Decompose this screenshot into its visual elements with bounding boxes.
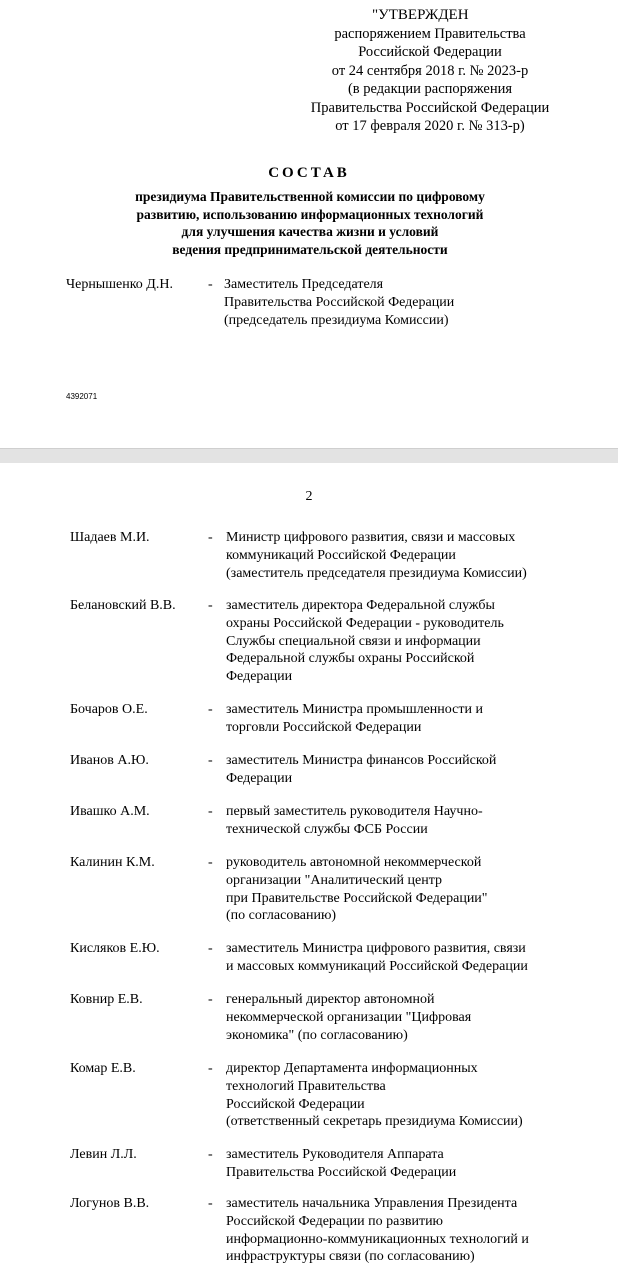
desc-line: (по согласованию) (226, 908, 337, 924)
member-description (226, 701, 483, 737)
approval-line: от 24 сентября 2018 г. № 2023-р (331, 62, 529, 79)
member-name: Комар Е.В. (70, 1061, 136, 1076)
document-page-2 (0, 463, 618, 1280)
desc-line: Федерации (226, 669, 293, 685)
member-description (226, 1195, 529, 1266)
member-dash: - (208, 753, 213, 768)
desc-line: при Правительстве Российской Федерации" (226, 890, 488, 906)
approval-line: распоряжением Правительства (334, 25, 526, 42)
member-dash: - (208, 1196, 213, 1211)
desc-line: некоммерческой организации "Цифровая (226, 1009, 472, 1025)
desc-line: первый заместитель руководителя Научно- (226, 804, 483, 819)
member-dash: - (208, 941, 213, 956)
member-name: Чернышенко Д.Н. (66, 277, 173, 292)
member-name: Иванов А.Ю. (70, 753, 149, 768)
member-name: Ковнир Е.В. (70, 992, 143, 1007)
member-name: Белановский В.В. (70, 598, 176, 613)
member-dash: - (208, 1147, 213, 1162)
member-name: Бочаров О.Е. (70, 702, 148, 717)
document-page-1 (0, 0, 618, 448)
desc-line: и массовых коммуникаций Российской Федерации (226, 958, 528, 974)
desc-line: Правительства Российской Федерации (224, 294, 455, 310)
desc-line: (ответственный секретарь президиума Комиссии) (226, 1114, 523, 1130)
member-description (226, 597, 504, 686)
member-name: Шадаев М.И. (70, 530, 150, 545)
document-title: СОСТАВ (268, 165, 350, 181)
approval-line: Правительства Российской Федерации (310, 99, 550, 116)
desc-line: Министр цифрового развития, связи и массовых (226, 530, 516, 545)
desc-line: информационно-коммуникационных технологий и (226, 1231, 529, 1247)
member-description (226, 991, 471, 1044)
approval-line: Российской Федерации (358, 44, 502, 60)
desc-line: генеральный директор автономной (226, 992, 435, 1007)
member-description (226, 803, 483, 839)
desc-line: технической службы ФСБ России (226, 821, 428, 837)
desc-line: (заместитель председателя президиума Комиссии) (226, 565, 527, 581)
member-dash: - (208, 277, 213, 292)
member-description (226, 940, 528, 976)
member-dash: - (208, 598, 213, 613)
desc-line: директор Департамента информационных (226, 1061, 478, 1076)
member-description (226, 1060, 523, 1131)
member-description (226, 529, 527, 582)
member-dash: - (208, 992, 213, 1007)
desc-line: Российской Федерации (226, 1096, 365, 1112)
member-name: Кисляков Е.Ю. (70, 941, 160, 956)
member-name: Левин Л.Л. (70, 1147, 137, 1162)
member-dash: - (208, 804, 213, 819)
desc-line: коммуникаций Российской Федерации (226, 547, 456, 563)
member-name: Логунов В.В. (70, 1196, 150, 1211)
subtitle-line: развитию, использованию информационных технологий (136, 206, 484, 222)
desc-line: (председатель президиума Комиссии) (224, 312, 449, 328)
desc-line: заместитель начальника Управления Президента (226, 1196, 518, 1211)
desc-line: технологий Правительства (226, 1078, 386, 1094)
desc-line: Российской Федерации по развитию (226, 1213, 444, 1229)
subtitle-line: ведения предпринимательской деятельности (172, 241, 448, 257)
document-subtitle (90, 188, 530, 258)
subtitle-line: президиума Правительственной комиссии по цифровому (135, 189, 485, 204)
member-description (226, 752, 496, 788)
member-dash: - (208, 855, 213, 870)
desc-line: заместитель Руководителя Аппарата (226, 1147, 444, 1162)
approval-line: "УТВЕРЖДЕН (372, 7, 469, 23)
member-dash: - (208, 702, 213, 717)
member-dash: - (208, 530, 213, 545)
approval-line: от 17 февраля 2020 г. № 313-р) (335, 118, 525, 134)
desc-line: торговли Российской Федерации (226, 719, 422, 735)
page-separator (0, 448, 618, 464)
desc-line: организации "Аналитический центр (226, 872, 442, 888)
desc-line: заместитель директора Федеральной службы (226, 598, 495, 613)
member-description (226, 1146, 456, 1182)
desc-line: Заместитель Председателя (224, 277, 384, 292)
page-number: 2 (305, 489, 313, 504)
member-name: Калинин К.М. (70, 855, 155, 870)
desc-line: Федерации (226, 770, 293, 786)
desc-line: экономика" (по согласованию) (226, 1027, 408, 1043)
subtitle-line: для улучшения качества жизни и условий (181, 224, 439, 239)
desc-line: Правительства Российской Федерации (226, 1164, 457, 1180)
member-description (226, 854, 488, 925)
desc-line: Службы специальной связи и информации (226, 633, 481, 649)
member-dash: - (208, 1061, 213, 1076)
approval-line: (в редакции распоряжения (347, 81, 513, 97)
document-code: 4392071 (66, 392, 98, 401)
desc-line: заместитель Министра промышленности и (226, 702, 483, 717)
desc-line: заместитель Министра финансов Российской (226, 753, 497, 768)
desc-line: заместитель Министра цифрового развития, связи (226, 941, 526, 956)
desc-line: инфраструктуры связи (по согласованию) (226, 1249, 475, 1265)
desc-line: охраны Российской Федерации - руководитель (226, 615, 504, 631)
desc-line: Федеральной службы охраны Российской (226, 651, 475, 667)
approval-block (280, 6, 580, 136)
member-name: Ивашко А.М. (70, 804, 150, 819)
member-description (224, 276, 454, 329)
desc-line: руководитель автономной некоммерческой (226, 855, 482, 870)
